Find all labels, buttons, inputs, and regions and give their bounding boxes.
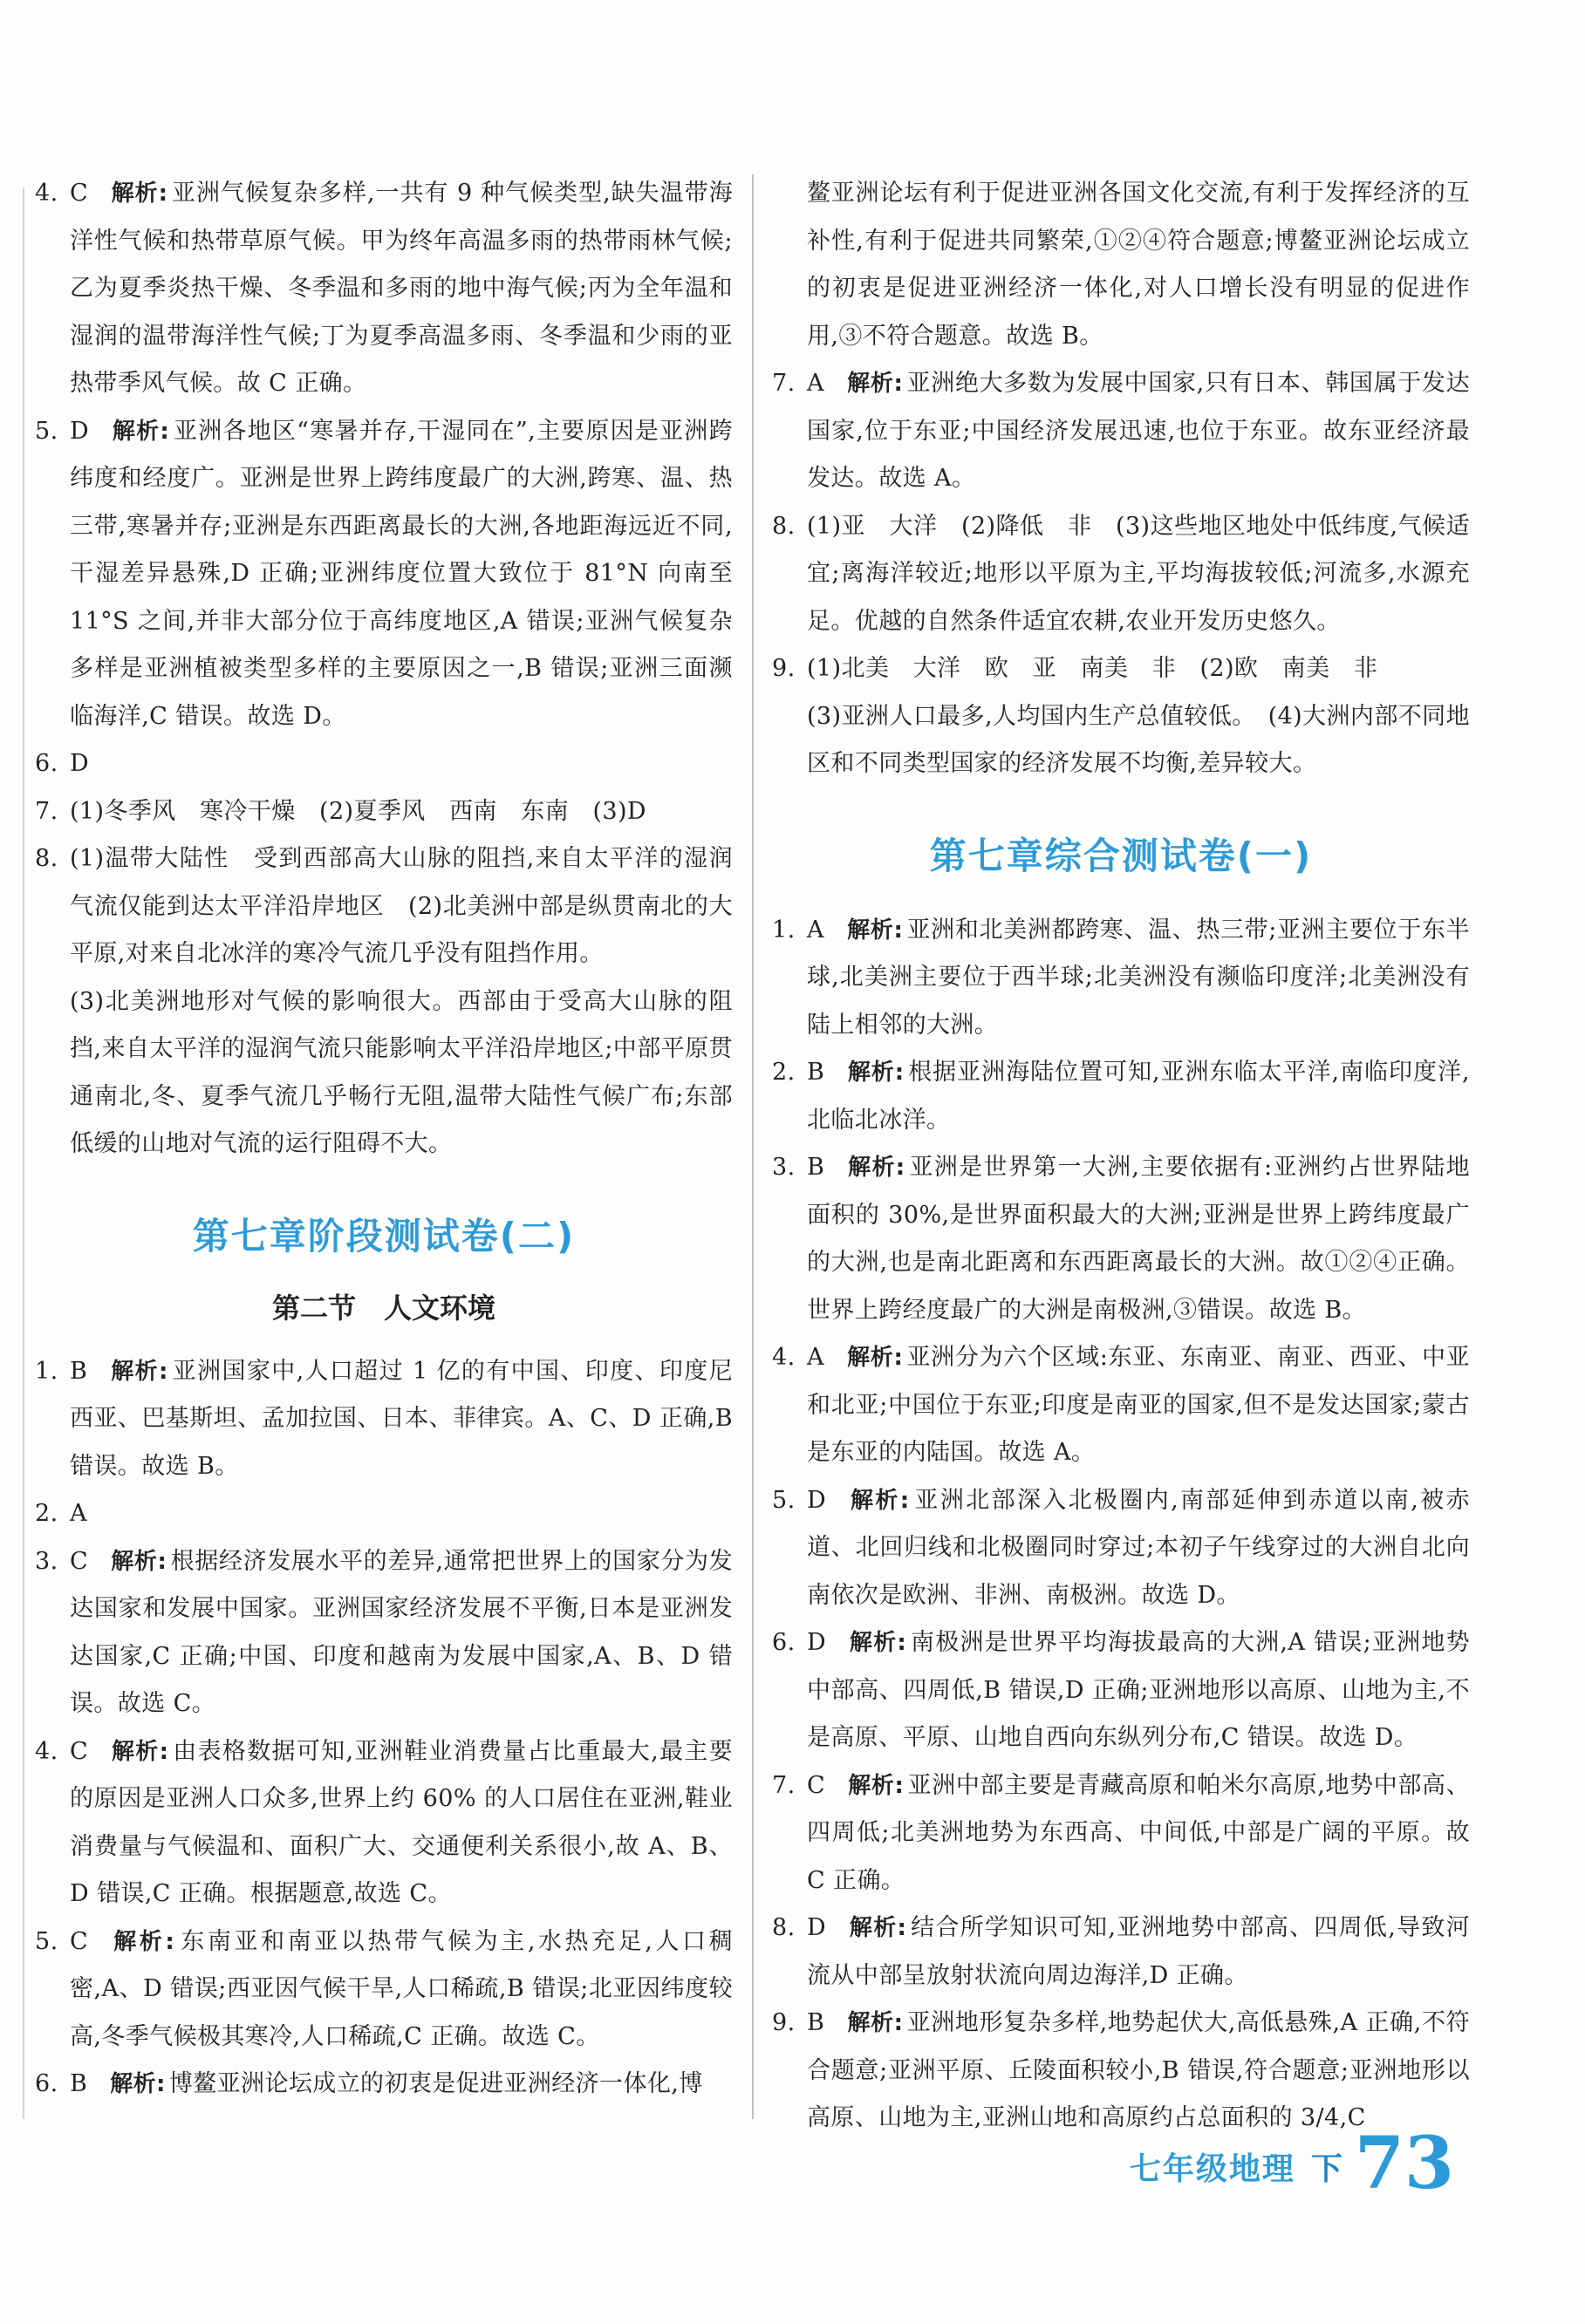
- answer-choice: A: [807, 1344, 824, 1371]
- question-number: 2.: [772, 1059, 796, 1086]
- answer-continuation: 鳌亚洲论坛有利于促进亚洲各国文化交流,有利于发挥经济的互补性,有利于促进共同繁荣,①②④符合题意;博鳌亚洲论坛成立的初衷是促进亚洲经济一体化,对人口增长没有明显的促进作用,③不符合题意。故选 B。: [807, 180, 1470, 350]
- answer-item: [35, 408, 733, 741]
- answer-text: 亚洲绝大多数为发展中国家,只有日本、韩国属于发达国家,位于东亚;中国经济发展迅速,也位于东亚。故东亚经济最发达。故选 A。: [807, 370, 1470, 492]
- page-number: 73: [1354, 2122, 1454, 2205]
- answer-text: 亚洲分为六个区域:东亚、东南亚、南亚、西亚、中亚和北亚;中国位于东亚;印度是南亚的国家,但不是发达国家;蒙古是东亚的内陆国。故选 A。: [807, 1344, 1470, 1466]
- answer-item: [772, 360, 1470, 503]
- answer-text: 亚洲国家中,人口超过 1 亿的有中国、印度、印度尼西亚、巴基斯坦、孟加拉国、日本、菲律宾。A、C、D 正确,B 错误。故选 B。: [70, 1357, 733, 1480]
- question-number: 7.: [772, 1771, 796, 1799]
- analysis-label: 解析:: [111, 181, 168, 207]
- answer-choice: B: [70, 1357, 88, 1385]
- answer-item: [772, 2000, 1470, 2143]
- analysis-label: 解析:: [110, 2071, 166, 2097]
- question-number: 7.: [772, 370, 796, 397]
- answer-text: 结合所学知识可知,亚洲地势中部高、四周低,导致河流从中部呈放射状流向周边海洋,D 正确。: [807, 1914, 1470, 1989]
- footer-grade-subject: 七年级地理: [1129, 2151, 1295, 2187]
- question-number: 4.: [772, 1344, 796, 1371]
- analysis-label: 解析:: [847, 1155, 905, 1181]
- question-number: 7.: [35, 797, 58, 825]
- answer-item: [772, 503, 1470, 646]
- answer-text: 亚洲气候复杂多样,一共有 9 种气候类型,缺失温带海洋性气候和热带草原气候。甲为终年高温多雨的热带雨林气候;乙为夏季炎热干燥、冬季温和多雨的地中海气候;丙为全年温和湿润的温带海洋性气候;丁为夏季高温多雨、冬季温和少雨的亚热带季风气候。故 C 正确。: [70, 180, 733, 397]
- section-title-comprehensive-test-1: 第七章综合测试卷(一): [929, 834, 1313, 877]
- answer-item: [772, 1144, 1470, 1334]
- answer-choice: D: [70, 417, 90, 445]
- answer-text: 亚洲北部深入北极圈内,南部延伸到赤道以南,被赤道、北回归线和北极圈同时穿过;本初子午线穿过的大洲自北向南依次是欧洲、非洲、南极洲。故选 D。: [807, 1486, 1470, 1609]
- answer-choice: B: [807, 1059, 825, 1086]
- answer-text: (1)亚 大洋 (2)降低 非 (3)这些地区地处中低纬度,气候适宜;离海洋较近;地形以平原为主,平均海拔较低;河流多,水源充足。优越的自然条件适宜农耕,农业开发历史悠久。: [807, 512, 1470, 635]
- question-number: 2.: [35, 1500, 58, 1527]
- answer-choice: C: [807, 1771, 826, 1799]
- answer-item: [772, 645, 1470, 693]
- answer-item: [35, 1348, 733, 1491]
- question-number: 6.: [35, 2070, 58, 2097]
- left-column: [35, 170, 733, 2109]
- answer-item: [35, 1490, 733, 1538]
- analysis-label: 解析:: [847, 1060, 905, 1086]
- question-number: 4.: [35, 180, 58, 207]
- right-column: [772, 170, 1470, 2143]
- question-number: 9.: [772, 655, 796, 682]
- answer-subpart: (3)亚洲人口最多,人均国内生产总值较低。 (4)大洲内部不同地区和不同类型国家的经济发展不均衡,差异较大。: [807, 702, 1470, 777]
- answer-item: [35, 1918, 733, 2062]
- answer-item: [772, 1477, 1470, 1620]
- left-answers-part1: [35, 170, 733, 978]
- question-number: 3.: [35, 1547, 58, 1575]
- answer-text: 南极洲是世界平均海拔最高的大洲,A 错误;亚洲地势中部高、四周低,B 错误,D 正确;亚洲地形以高原、山地为主,不是高原、平原、山地自西向东纵列分布,C 错误。故选 D。: [807, 1629, 1470, 1751]
- answer-choice: A: [807, 370, 824, 397]
- analysis-label: 解析:: [849, 1915, 907, 1941]
- question-number: 8.: [35, 845, 58, 872]
- answer-choice: A: [807, 916, 824, 944]
- answer-item: [35, 835, 733, 978]
- answer-item: [35, 740, 733, 788]
- answer-text: 亚洲和北美洲都跨寒、温、热三带;亚洲主要位于东半球,北美洲主要位于西半球;北美洲没有濒临印度洋;北美洲没有陆上相邻的大洲。: [807, 916, 1470, 1039]
- question-number: 5.: [772, 1486, 796, 1514]
- question-number: 4.: [35, 1737, 58, 1765]
- answer-item: [35, 1728, 733, 1918]
- footer-volume: 下: [1310, 2151, 1342, 2187]
- section-title-stage-test-2: 第七章阶段测试卷(二): [192, 1214, 576, 1257]
- analysis-label: 解析:: [112, 418, 170, 445]
- answer-text: 亚洲是世界第一大洲,主要依据有:亚洲约占世界陆地面积的 30%,是世界面积最大的大洲;亚洲是世界上跨纬度最广的大洲,也是南北距离和东西距离最长的大洲。故①②④正确。世界上跨经度最广的大洲是南极洲,③错误。故选 B。: [807, 1154, 1471, 1324]
- answer-choice: C: [70, 1927, 89, 1955]
- question-number: 9.: [772, 2009, 796, 2036]
- column-divider: [752, 174, 754, 2119]
- question-number: 1.: [35, 1357, 58, 1385]
- answer-choice: D: [807, 1629, 827, 1656]
- answer-item: [35, 1538, 733, 1728]
- answer-choice: D: [70, 750, 90, 777]
- answer-choice: D: [807, 1914, 827, 1941]
- answer-item: [35, 788, 733, 836]
- answer-text: 根据经济发展水平的差异,通常把世界上的国家分为发达国家和发展中国家。亚洲国家经济发展不平衡,日本是亚洲发达国家,C 正确;中国、印度和越南为发展中国家,A、B、D 错误。故选 C。: [70, 1547, 733, 1717]
- answer-text: (1)冬季风 寒冷干燥 (2)夏季风 西南 东南 (3)D: [70, 797, 646, 825]
- question-number: 8.: [772, 1914, 796, 1941]
- answer-text: 根据亚洲海陆位置可知,亚洲东临太平洋,南临印度洋,北临北冰洋。: [807, 1059, 1470, 1134]
- analysis-label: 解析:: [111, 1548, 167, 1575]
- analysis-label: 解析:: [847, 2010, 904, 2036]
- answer-item: [772, 1905, 1470, 2000]
- left-margin-line: [23, 187, 24, 2119]
- answer-choice: C: [70, 1737, 89, 1765]
- answer-item: [772, 1762, 1470, 1905]
- answer-text: (1)北美 大洋 欧 亚 南美 非 (2)欧 南美 非: [807, 655, 1378, 682]
- right-answers-part2: [772, 907, 1470, 2143]
- question-number: 3.: [772, 1154, 796, 1181]
- question-number: 5.: [35, 417, 58, 445]
- analysis-label: 解析:: [111, 1928, 175, 1955]
- question-number: 8.: [772, 512, 796, 540]
- answer-item: [772, 1334, 1470, 1477]
- answer-choice: A: [70, 1500, 87, 1527]
- answer-text: (1)温带大陆性 受到西部高大山脉的阻挡,来自太平洋的湿润气流仅能到达太平洋沿岸地区 (2)北美洲中部是纵贯南北的大平原,对来自北冰洋的寒冷气流几乎没有阻挡作用。: [70, 845, 733, 967]
- analysis-label: 解析:: [849, 1487, 910, 1514]
- analysis-label: 解析:: [846, 371, 904, 397]
- right-answers-part1: [772, 360, 1470, 693]
- analysis-label: 解析:: [110, 1358, 168, 1385]
- answer-item: [35, 170, 733, 408]
- page-footer: [1129, 2122, 1454, 2205]
- answer-text: 亚洲地形复杂多样,地势起伏大,高低悬殊,A 正确,不符合题意;亚洲平原、丘陵面积较小,B 错误,符合题意;亚洲地形以高原、山地为主,亚洲山地和高原约占总面积的 3/4,C: [807, 2009, 1470, 2131]
- answer-choice: C: [70, 1547, 89, 1575]
- answer-choice: B: [807, 2009, 825, 2036]
- answer-choice: B: [807, 1154, 825, 1181]
- answer-text: 东南亚和南亚以热带气候为主,水热充足,人口稠密,A、D 错误;西亚因气候干旱,人口稀疏,B 错误;北亚因纬度较高,冬季气候极其寒冷,人口稀疏,C 正确。故选 C。: [70, 1927, 733, 2050]
- analysis-label: 解析:: [111, 1738, 169, 1765]
- answer-item: [772, 1619, 1470, 1762]
- analysis-label: 解析:: [848, 1772, 905, 1799]
- answer-text: 由表格数据可知,亚洲鞋业消费量占比重最大,最主要的原因是亚洲人口众多,世界上约 60% 的人口居住在亚洲,鞋业消费量与气候温和、面积广大、交通便利关系很小,故 A、B、D 错误,C 正确。根据题意,故选 C。: [70, 1737, 733, 1907]
- left-answers-part2: [35, 1348, 733, 2109]
- question-number: 1.: [772, 916, 796, 944]
- answer-text: 亚洲中部主要是青藏高原和帕米尔高原,地势中部高、四周低;北美洲地势为东西高、中间低,中部是广阔的平原。故 C 正确。: [807, 1771, 1470, 1894]
- answer-subpart: (3)北美洲地形对气候的影响很大。西部由于受高大山脉的阻挡,来自太平洋的湿润气流只能影响太平洋沿岸地区;中部平原贯通南北,冬、夏季气流几乎畅行无阻,温带大陆性气候广布;东部低缓的山地对气流的运行阻碍不大。: [70, 987, 733, 1157]
- analysis-label: 解析:: [846, 917, 904, 944]
- answer-choice: C: [70, 180, 89, 207]
- question-number: 6.: [772, 1629, 796, 1656]
- section-subtitle: 第二节 人文环境: [271, 1291, 495, 1325]
- question-number: 5.: [35, 1927, 58, 1955]
- answer-item: [772, 907, 1470, 1050]
- answer-item: [772, 1049, 1470, 1144]
- answer-choice: B: [70, 2070, 88, 2097]
- answer-text: 博鳌亚洲论坛成立的初衷是促进亚洲经济一体化,博: [168, 2070, 703, 2097]
- answer-choice: D: [807, 1486, 827, 1514]
- analysis-label: 解析:: [849, 1630, 907, 1656]
- answer-text: 亚洲各地区“寒暑并存,干湿同在”,主要原因是亚洲跨纬度和经度广。亚洲是世界上跨纬度最广的大洲,跨寒、温、热三带,寒暑并存;亚洲是东西距离最长的大洲,各地距海远近不同,干湿差异悬殊,D 正确;亚洲纬度位置大致位于 81°N 向南至 11°S 之间,并非大部分位于高纬度地区,A 错误;亚洲气候复杂多样是亚洲植被类型多样的主要原因之一,B 错误;亚洲三面濒临海洋,C 错误。故选 D。: [70, 417, 733, 730]
- analysis-label: 解析:: [846, 1345, 904, 1371]
- answer-item: [35, 2061, 733, 2109]
- question-number: 6.: [35, 750, 58, 777]
